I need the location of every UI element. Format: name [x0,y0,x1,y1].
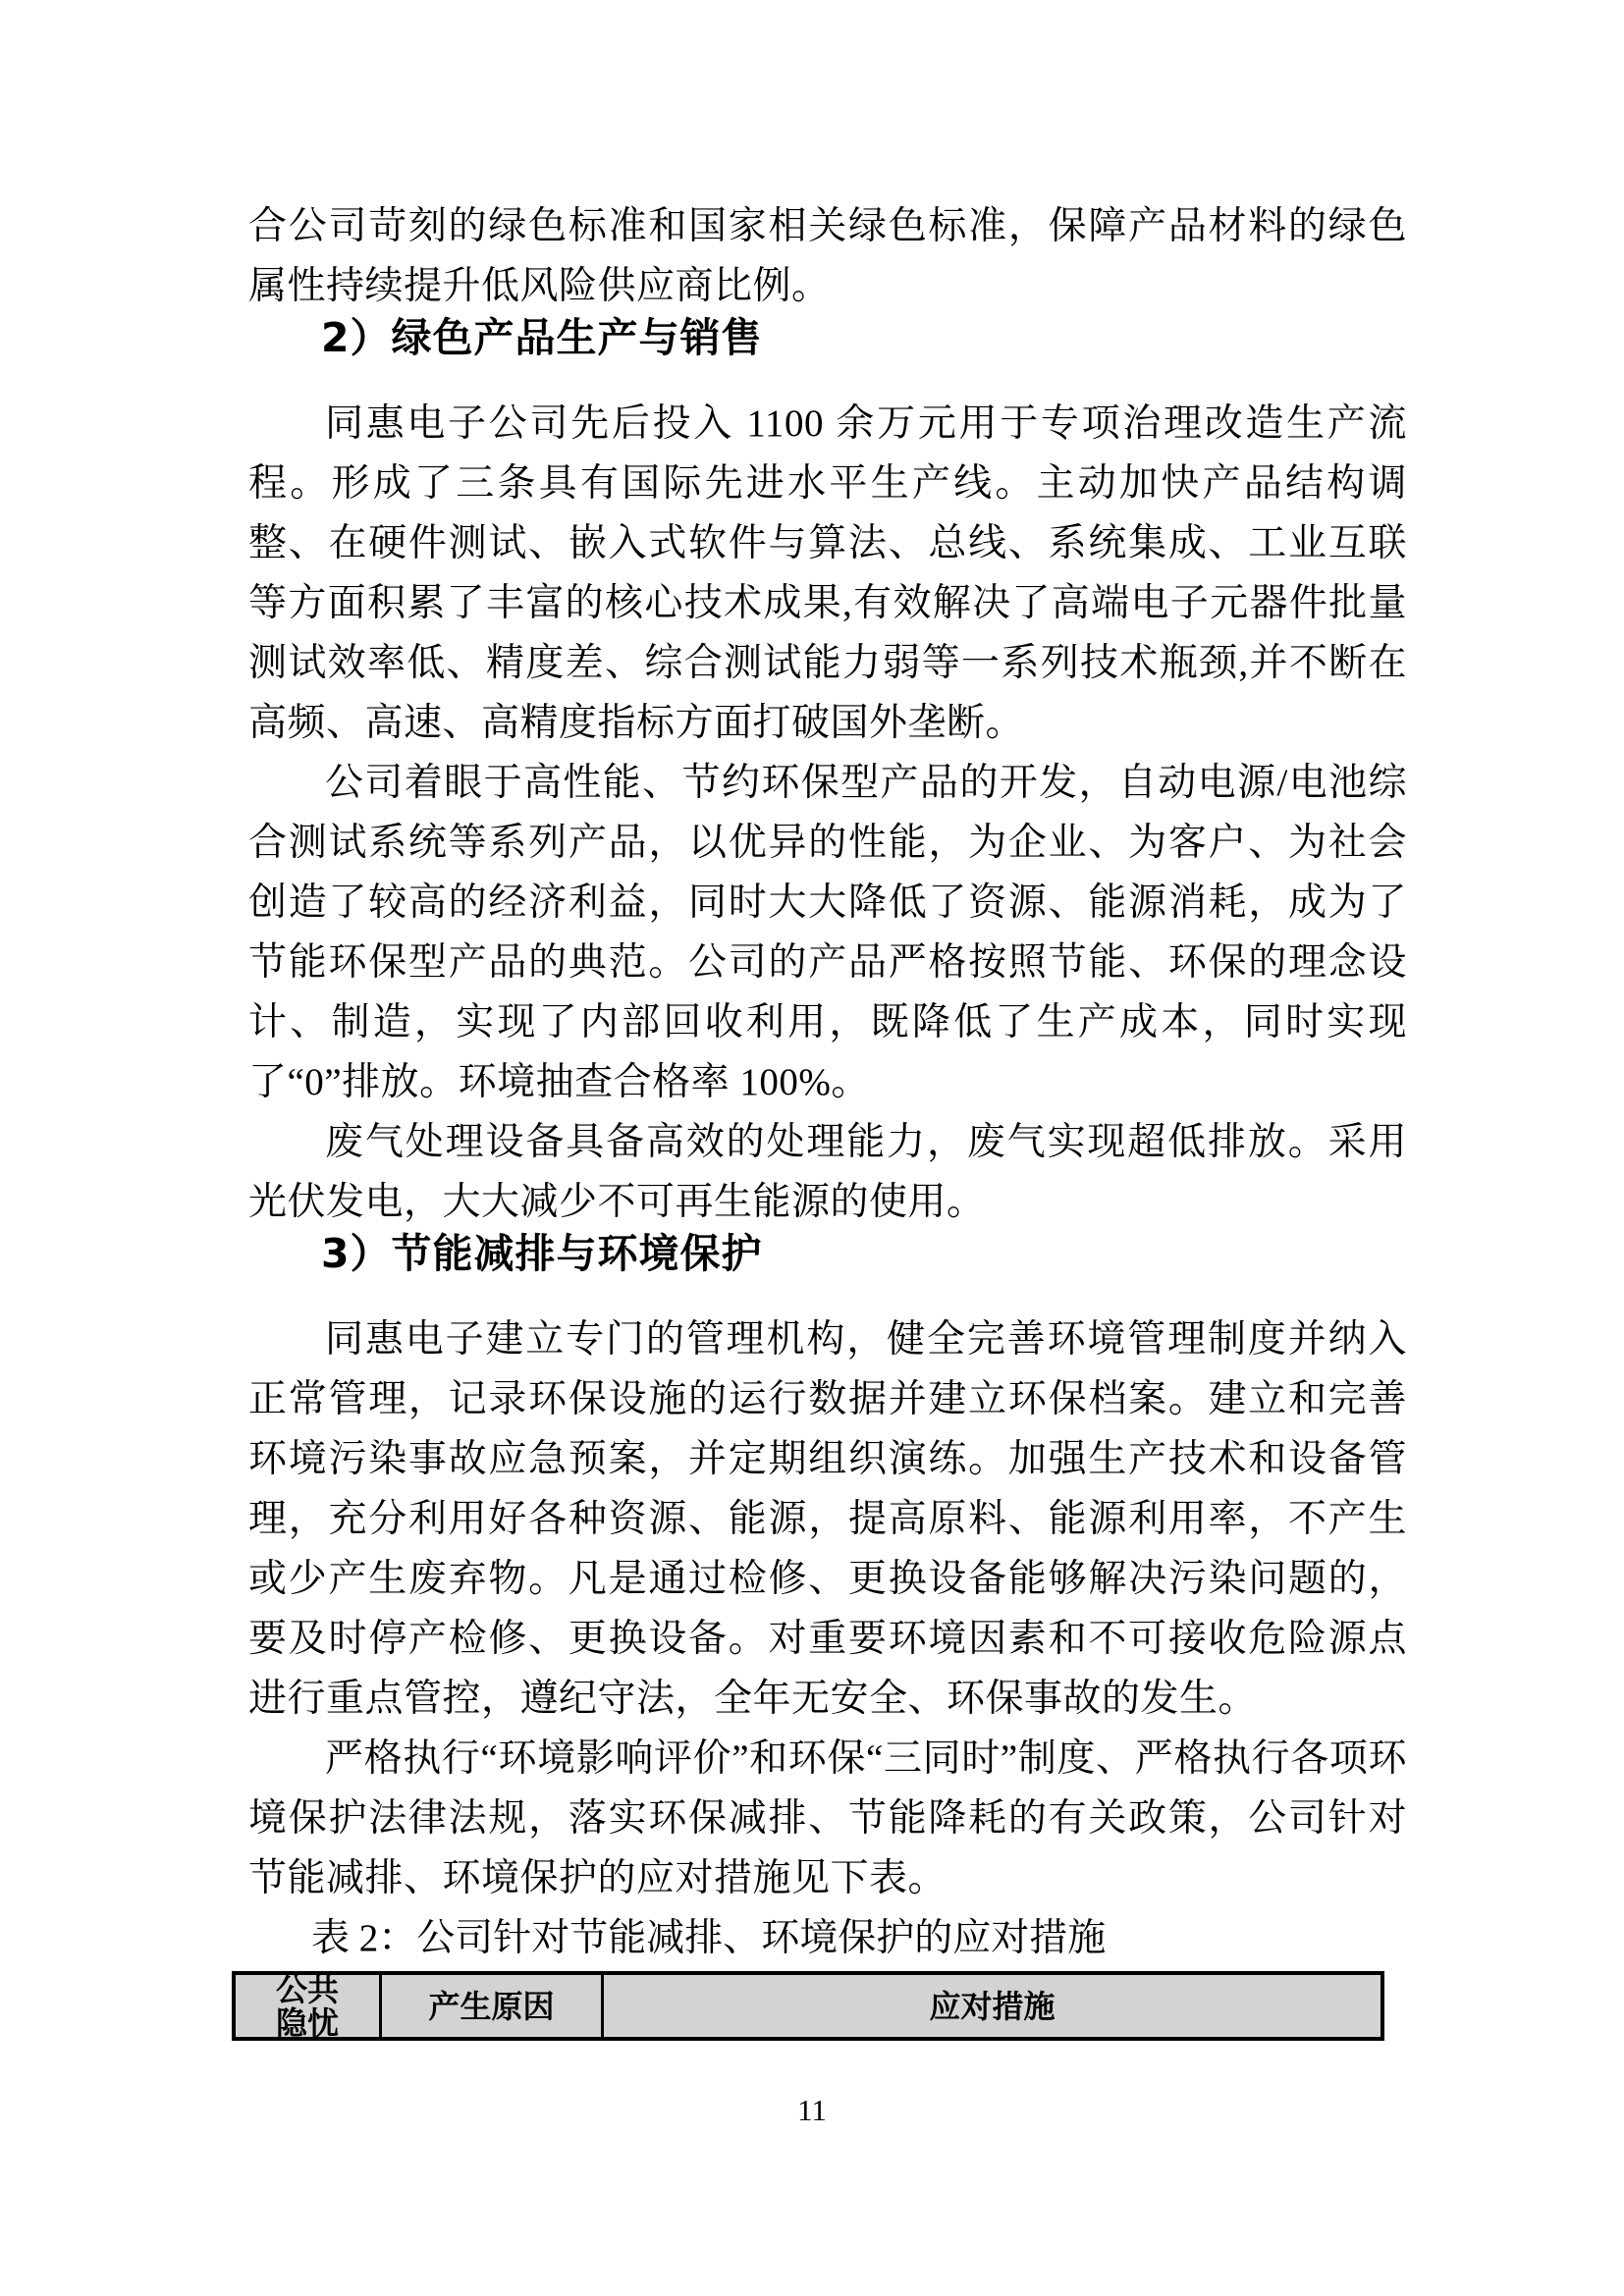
paragraph-waste-gas: 废气处理设备具备高效的处理能力，废气实现超低排放。采用光伏发电，大大减少不可再生能源的使用。 [248,1121,1407,1223]
paragraph-regulations: 严格执行“环境影响评价”和环保“三同时”制度、严格执行各项环境保护法律法规，落实环保减排、节能降耗的有关政策，公司针对节能减排、环境保护的应对措施见下表。 [248,1737,1407,1899]
table-header-public-concern: 公共隐忧 [236,1975,382,2037]
paragraph-intro-continuation: 合公司苛刻的绿色标准和国家相关绿色标准，保障产品材料的绿色属性持续提升低风险供应商比例。 [248,205,1407,307]
section-heading-green-products: 2）绿色产品生产与销售 [321,314,763,361]
measures-table-header-row [232,1971,1384,2041]
table-caption: 表 2：公司针对节能减排、环境保护的应对措施 [311,1917,1107,1959]
paragraph-product-benefits: 公司着眼于高性能、节约环保型产品的开发，自动电源/电池综合测试系统等系列产品，以优异的性能，为企业、为客户、为社会创造了较高的经济利益，同时大大降低了资源、能源消耗，成为了节能环保型产品的典范。公司的产品严格按照节能、环保的理念设计、制造，实现了内部回收利用，既降低了生产成本，同时实现了“0”排放。环境抽查合格率 100%。 [248,762,1407,1103]
paragraph-investment: 同惠电子公司先后投入 1100 余万元用于专项治理改造生产流程。形成了三条具有国际先进水平生产线。主动加快产品结构调整、在硬件测试、嵌入式软件与算法、总线、系统集成、工业互联等方面积累了丰富的核心技术成果,有效解决了高端电子元器件批量测试效率低、精度差、综合测试能力弱等一系列技术瓶颈,并不断在高频、高速、高精度指标方面打破国外垄断。 [248,402,1407,744]
text-block [248,196,1407,2041]
paragraph-management: 同惠电子建立专门的管理机构，健全完善环境管理制度并纳入正常管理，记录环保设施的运行数据并建立环保档案。建立和完善环境污染事故应急预案，并定期组织演练。加强生产技术和设备管理，充分利用好各种资源、能源，提高原料、能源利用率，不产生或少产生废弃物。凡是通过检修、更换设备能够解决污染问题的，要及时停产检修、更换设备。对重要环境因素和不可接收危险源点进行重点管控，遵纪守法，全年无安全、环保事故的发生。 [248,1318,1407,1720]
section-heading-energy-saving: 3）节能减排与环境保护 [321,1230,763,1277]
table-header-cause: 产生原因 [382,1975,604,2037]
page-number: 11 [797,2093,827,2127]
table-header-countermeasures: 应对措施 [929,1987,1056,2025]
